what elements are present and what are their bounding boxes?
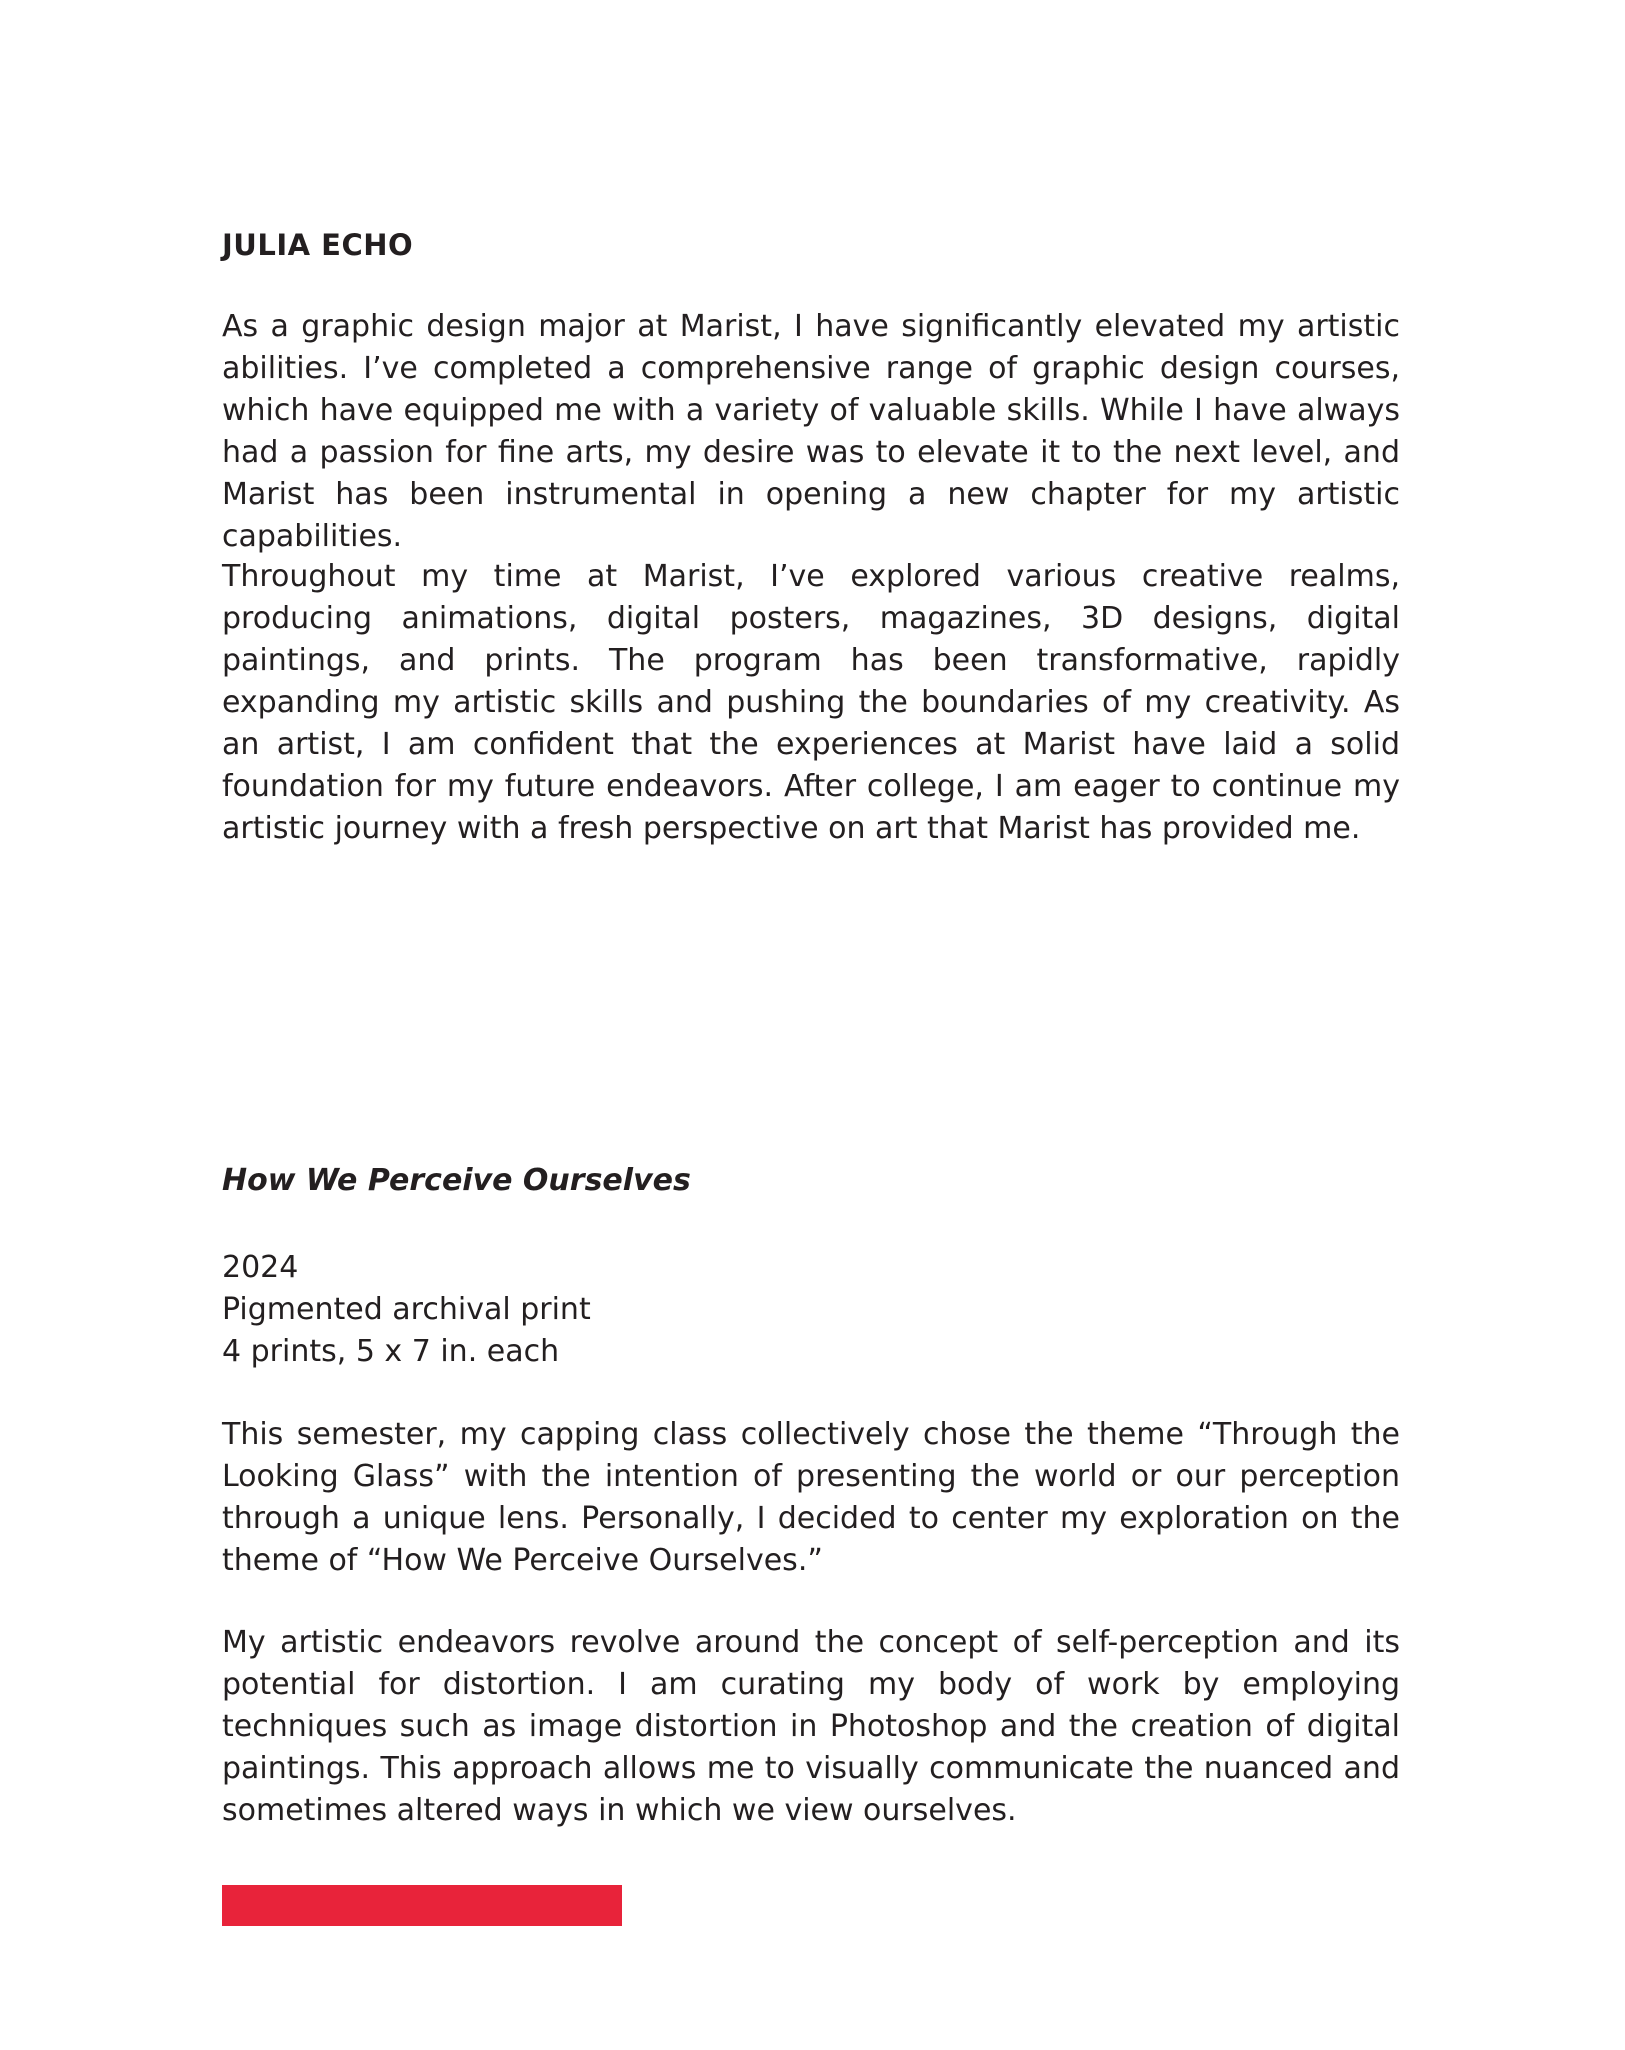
artwork-year: 2024 — [222, 1250, 299, 1285]
artwork-details — [222, 1247, 591, 1373]
artwork-dimensions: 4 prints, 5 x 7 in. each — [222, 1334, 560, 1369]
bio-paragraph-2: Throughout my time at Marist, I’ve explored various creative realms, producing animations, digital posters, magazines, 3D designs, digital paintings, and prints. The program has been transformative, rapidly expanding my artistic skills and pushing the boundaries of my creativity. As an artist, I am confident that the experiences at Marist have laid a solid foundation for my future endeavors. After college, I am eager to continue my artistic journey with a fresh perspective on art that Marist has provided me. — [222, 559, 1400, 846]
artist-name: JULIA ECHO — [222, 228, 414, 262]
artwork-title: How We Perceive Ourselves — [222, 1163, 691, 1198]
artwork-medium: Pigmented archival print — [222, 1292, 591, 1327]
bio-paragraph-1: As a graphic design major at Marist, I have significantly elevated my artistic abilities. I’ve completed a comprehensive range of graphic design courses, which have equipped me with a variety of valuable skills. While I have always had a passion for fine arts, my desire was to elevate it to the next level, and Marist has been instrumental in opening a new chapter for my artistic capabilities. — [222, 309, 1400, 554]
statement-paragraph-2: My artistic endeavors revolve around the concept of self-perception and its potential for distortion. I am curating my body of work by employing techniques such as image distortion in Photoshop and the creation of digital paintings. This approach allows me to visually communicate the nuanced and sometimes altered ways in which we view ourselves. — [222, 1625, 1400, 1828]
red-accent-bar — [222, 1885, 622, 1926]
statement-paragraph-1: This semester, my capping class collectively chose the theme “Through the Looking Glass” with the intention of presenting the world or our perception through a unique lens. Personally, I decided to center my exploration on the theme of “How We Perceive Ourselves.” — [222, 1417, 1400, 1578]
